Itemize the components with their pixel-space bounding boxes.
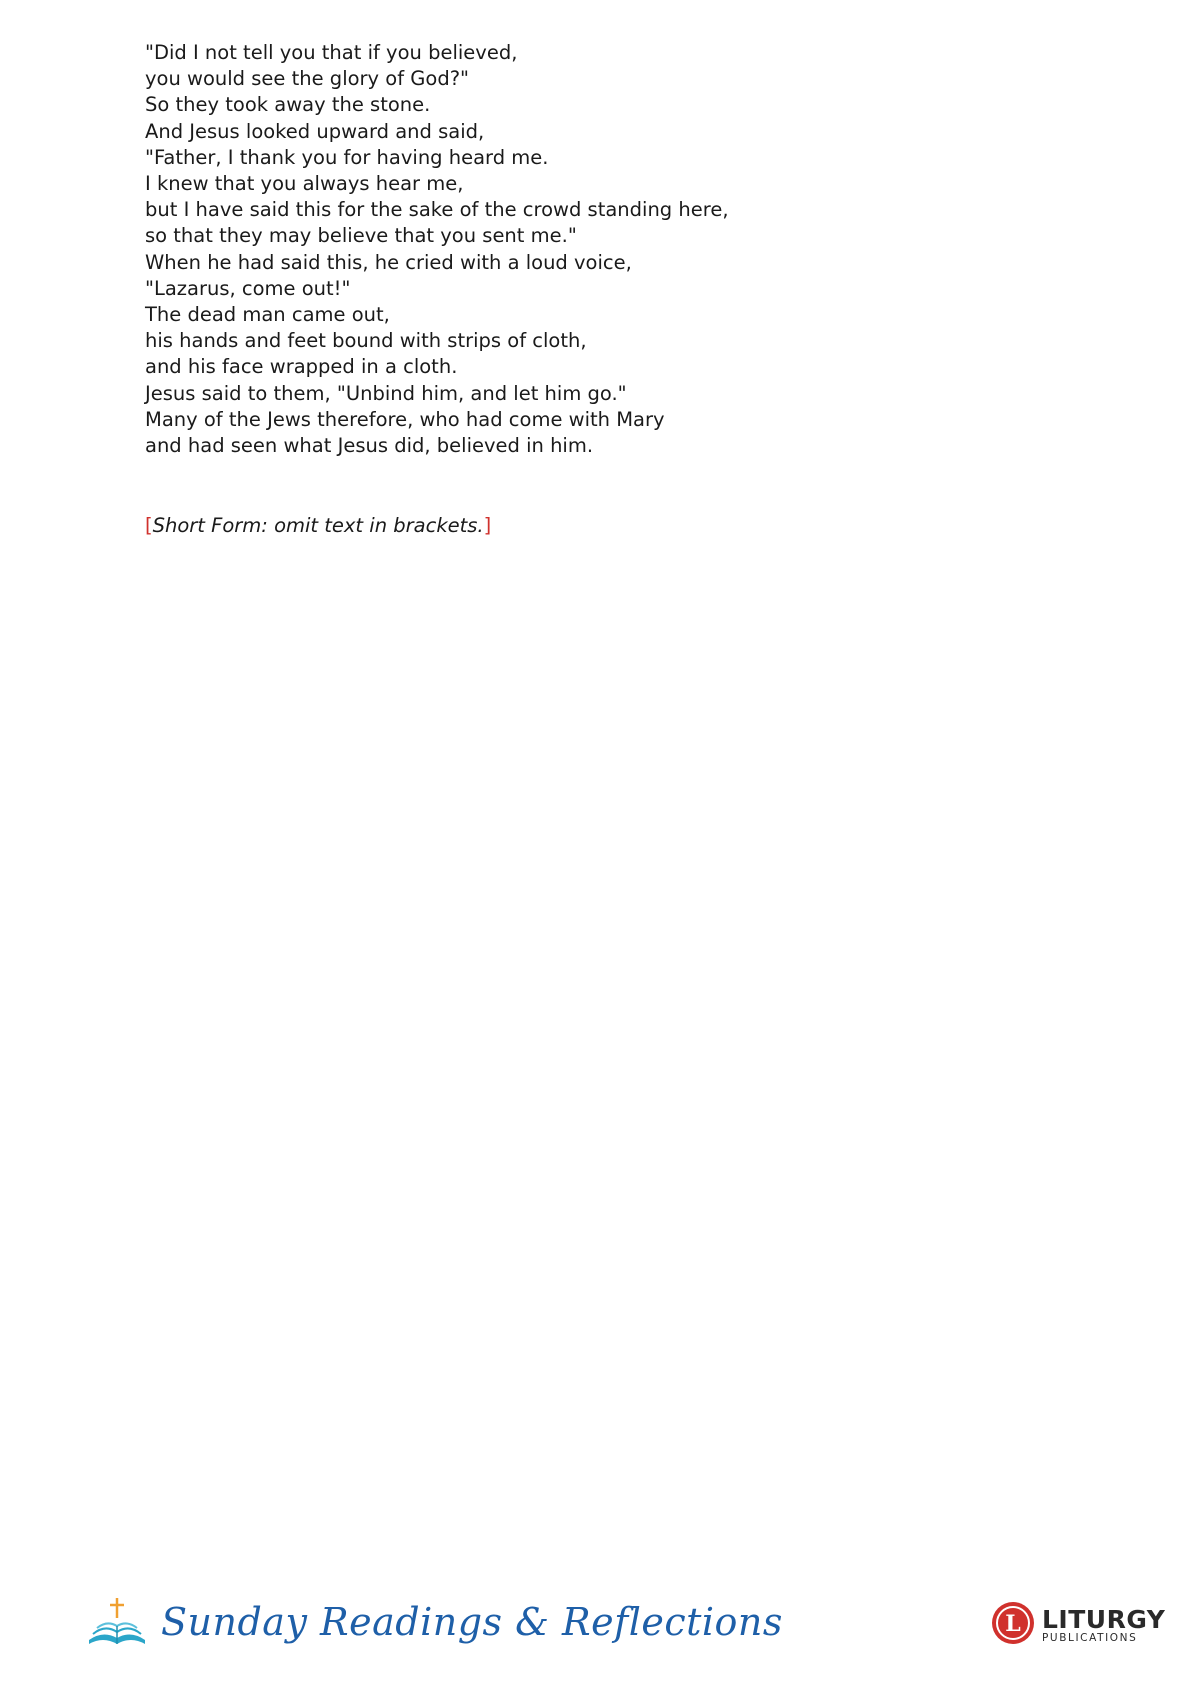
- reading-line: I knew that you always hear me,: [145, 172, 464, 196]
- liturgy-publications-brand: [990, 1600, 1165, 1651]
- open-book-cross-icon: [85, 1596, 149, 1648]
- page-footer: [0, 1590, 1191, 1660]
- reading-line: So they took away the stone.: [145, 93, 431, 117]
- open-bracket: [: [145, 514, 153, 537]
- brand-title: Sunday Readings & Reflections: [161, 1600, 783, 1644]
- svg-text:L: L: [1005, 1611, 1021, 1637]
- short-form-text: Short Form: omit text in brackets.: [152, 514, 484, 537]
- reading-line: Many of the Jews therefore, who had come with Mary: [145, 407, 665, 431]
- short-form-note: [145, 514, 491, 537]
- reading-line: and had seen what Jesus did, believed in him.: [145, 434, 594, 458]
- reading-text: [145, 40, 1045, 459]
- liturgy-name: LITURGY: [1042, 1604, 1166, 1634]
- liturgy-logo-icon: [990, 1600, 1036, 1651]
- reading-line: "Did I not tell you that if you believed,: [145, 41, 518, 64]
- reading-line: "Father, I thank you for having heard me.: [145, 145, 549, 169]
- reading-line: And Jesus looked upward and said,: [145, 119, 485, 143]
- reading-line: but I have said this for the sake of the crowd standing here,: [145, 198, 729, 222]
- reading-line: you would see the glory of God?": [145, 67, 470, 91]
- reading-line: his hands and feet bound with strips of cloth,: [145, 329, 587, 353]
- sunday-readings-brand: [85, 1596, 783, 1648]
- reading-line: so that they may believe that you sent me.": [145, 224, 577, 248]
- reading-line: "Lazarus, come out!": [145, 276, 351, 300]
- reading-line: Jesus said to them, "Unbind him, and let him go.": [145, 381, 627, 405]
- close-bracket: ]: [483, 514, 492, 537]
- liturgy-sub: PUBLICATIONS: [1042, 1631, 1138, 1644]
- reading-line: The dead man came out,: [145, 303, 390, 327]
- reading-line: and his face wrapped in a cloth.: [145, 355, 458, 379]
- reading-line: When he had said this, he cried with a loud voice,: [145, 250, 632, 274]
